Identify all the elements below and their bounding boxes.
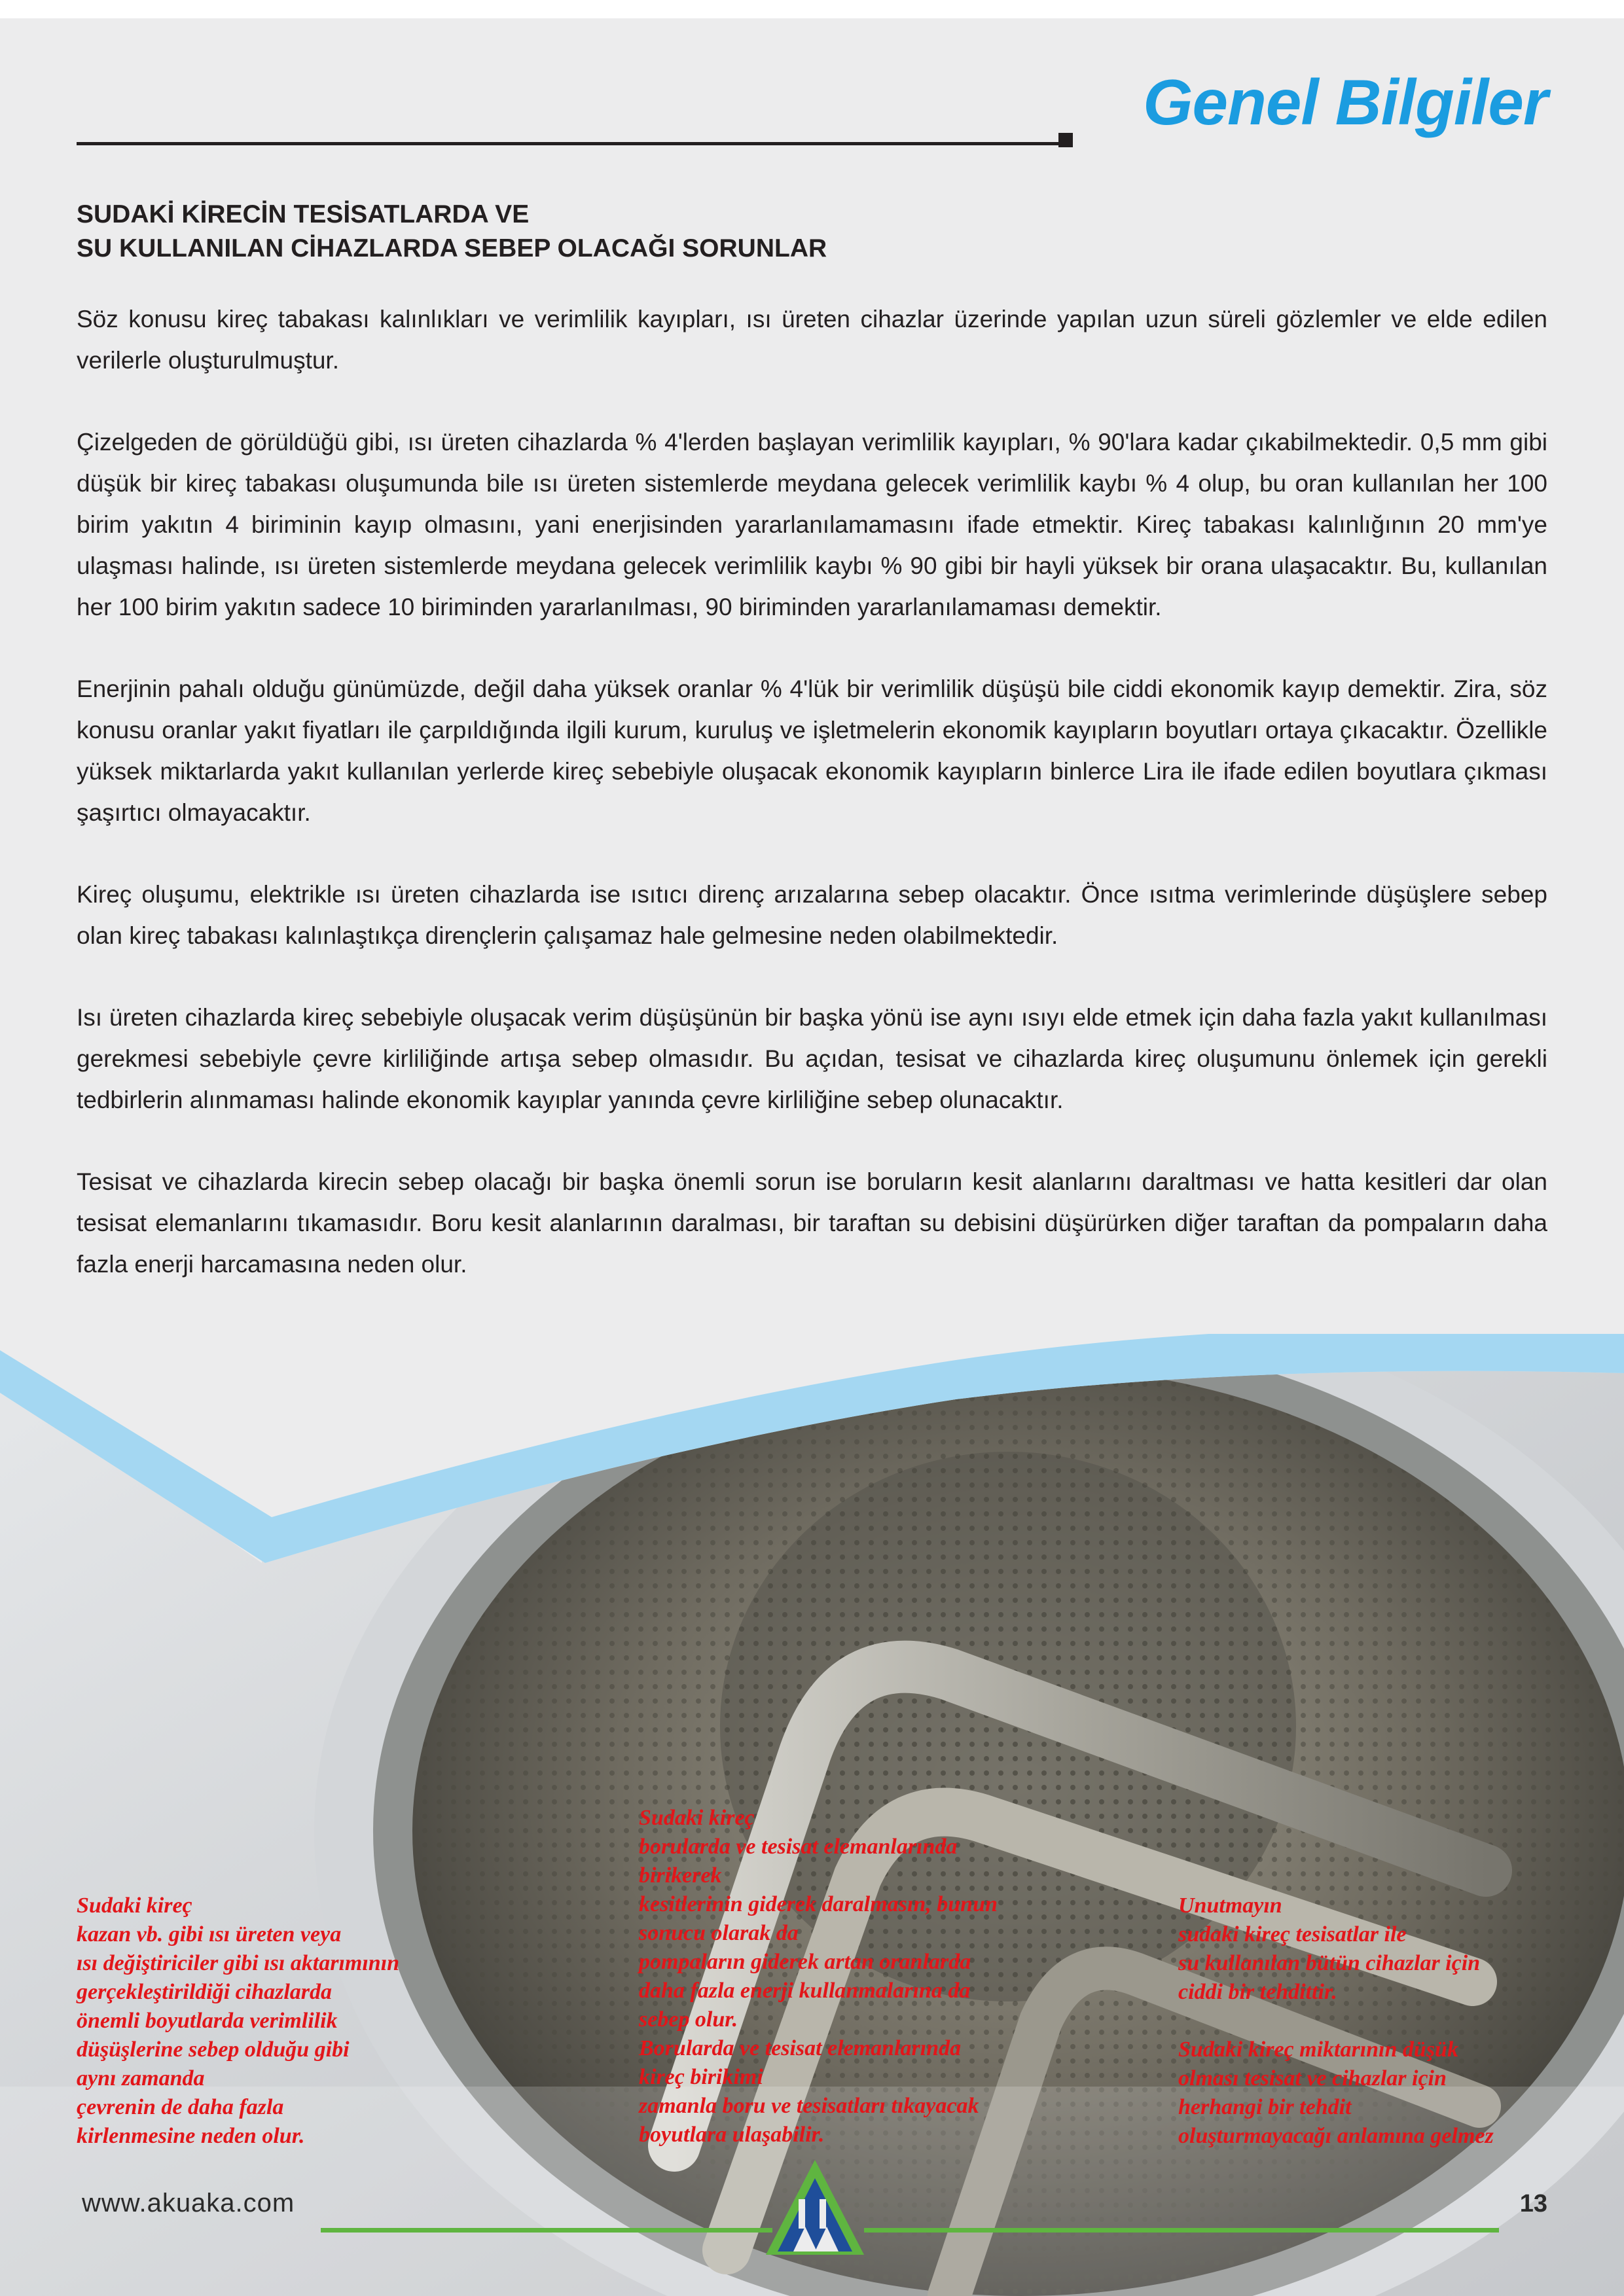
body-text (77, 298, 1547, 1325)
company-logo-icon (759, 2153, 871, 2258)
footer-website-link[interactable]: www.akuaka.com (82, 2189, 295, 2217)
paragraph: Söz konusu kireç tabakası kalınlıkları ve verimlilik kayıpları, ısı üreten cihazlar üzerinde yapılan uzun süreli gözlemler ve elde edilen verilerle oluşturulmuştur. (77, 306, 1547, 374)
paragraph: Tesisat ve cihazlarda kirecin sebep olacağı bir başka önemli sorun ise boruların kesit alanlarını daraltması ve hatta kesitleri dar olan tesisat elemanlarını tıkamasıdır. Boru kesit alanlarının daralması, bir taraftan su debisini düşürürken diğer taraftan da pompaların daha fazla enerji harcamasına neden olur. (77, 1168, 1547, 1278)
section-heading-line-2: SU KULLANILAN CİHAZLARDA SEBEP OLACAĞI SORUNLAR (77, 234, 827, 262)
caption-right: Unutmayın sudaki kireç tesisatlar ile su kullanılan bütün cihazlar için ciddi bir tehdittir. Sudaki kireç miktarının düşük olması tesisat ve cihazlar için herhangi bir tehdit oluşturmayacağı anlamına gelmez (1178, 1893, 1494, 2148)
page (0, 18, 1624, 2296)
caption-left: Sudaki kireç kazan vb. gibi ısı üreten veya ısı değiştiriciler gibi ısı aktarımının gerçekleştirildiği cihazlarda önemli boyutlarda verimlilik düşüşlerine sebep olduğu gibi aynı zamanda çevrenin de daha fazla kirlenmesine neden olur. (77, 1893, 400, 2148)
paragraph: Çizelgeden de görüldüğü gibi, ısı üreten cihazlarda % 4'lerden başlayan verimlilik kayıpları, % 90'lara kadar çıkabilmektedir. 0,5 mm gibi düşük bir kireç tabakası oluşumunda bile ısı üreten sistemlerde meydana gelecek verimlilik kaybı % 4 olup, bu oran kullanılan her 100 birim yakıtın 4 biriminin kayıp olmasını, yani enerjisinden yararlanılamamasını ifade etmektir. Kireç tabakası kalınlığının 20 mm'ye ulaşması halinde, ısı üreten sistemlerde meydana gelecek verimlilik kaybı % 90 gibi bir hayli yüksek bir orana ulaşacaktır. Bu, kullanılan her 100 birim yakıtın sadece 10 biriminden yararlanılması, 90 biriminden yararlanılamaması demektir. (77, 429, 1547, 620)
section-heading-line-1: SUDAKİ KİRECİN TESİSATLARDA VE (77, 200, 530, 228)
header-rule (77, 142, 1065, 145)
footer-rule-left (321, 2228, 772, 2233)
section-heading (77, 198, 1547, 266)
caption-middle: Sudaki kireç borularda ve tesisat elemanlarında birikerek kesitlerinin giderek daralmasın, bunun sonucu olarak da pompaların giderek artan oranlarda daha fazla enerji kullanmalarına da sebep olur. Borularda ve tesisat elemanlarında kireç birikimi zamanla boru ve tesisatları tıkayacak boyutlara ulaşabilir. (639, 1806, 998, 2147)
paragraph: Kireç oluşumu, elektrikle ısı üreten cihazlarda ise ısıtıcı direnç arızalarına sebep olacaktır. Önce ısıtma verimlerinde düşüşlere sebep olan kireç tabakası kalınlaştıkça dirençlerin çalışamaz hale gelmesine neden olabilmektedir. (77, 881, 1547, 949)
paragraph: Isı üreten cihazlarda kireç sebebiyle oluşacak verim düşüşünün bir başka yönü ise aynı ısıyı elde etmek için daha fazla yakıt kullanılması gerekmesi sebebiyle çevre kirliliğinde artışa sebep olmasıdır. Bu açıdan, tesisat ve cihazlarda kireç oluşumunu önlemek için gerekli tedbirlerin alınmaması halinde ekonomik kayıplar yanında çevre kirliliğine sebep olunacaktır. (77, 1004, 1547, 1113)
page-title: Genel Bilgiler (1143, 66, 1547, 138)
footer-rule-right (864, 2228, 1499, 2233)
page-number: 13 (1519, 2190, 1547, 2217)
paragraph: Enerjinin pahalı olduğu günümüzde, değil daha yüksek oranlar % 4'lük bir verimlilik düşüşü bile ciddi ekonomik kayıp demektir. Zira, söz konusu oranlar yakıt fiyatları ile çarpıldığında ilgili kurum, kuruluş ve işletmelerin ekonomik kayıpların boyutları ortaya çıkacaktır. Özellikle yüksek miktarlarda yakıt kullanılan yerlerde kireç sebebiyle oluşacak ekonomik kayıpların binlerce Lira ile ifade edilen boyutlara çıkması şaşırtıcı olmayacaktır. (77, 675, 1547, 826)
header-rule-marker (1058, 133, 1073, 147)
